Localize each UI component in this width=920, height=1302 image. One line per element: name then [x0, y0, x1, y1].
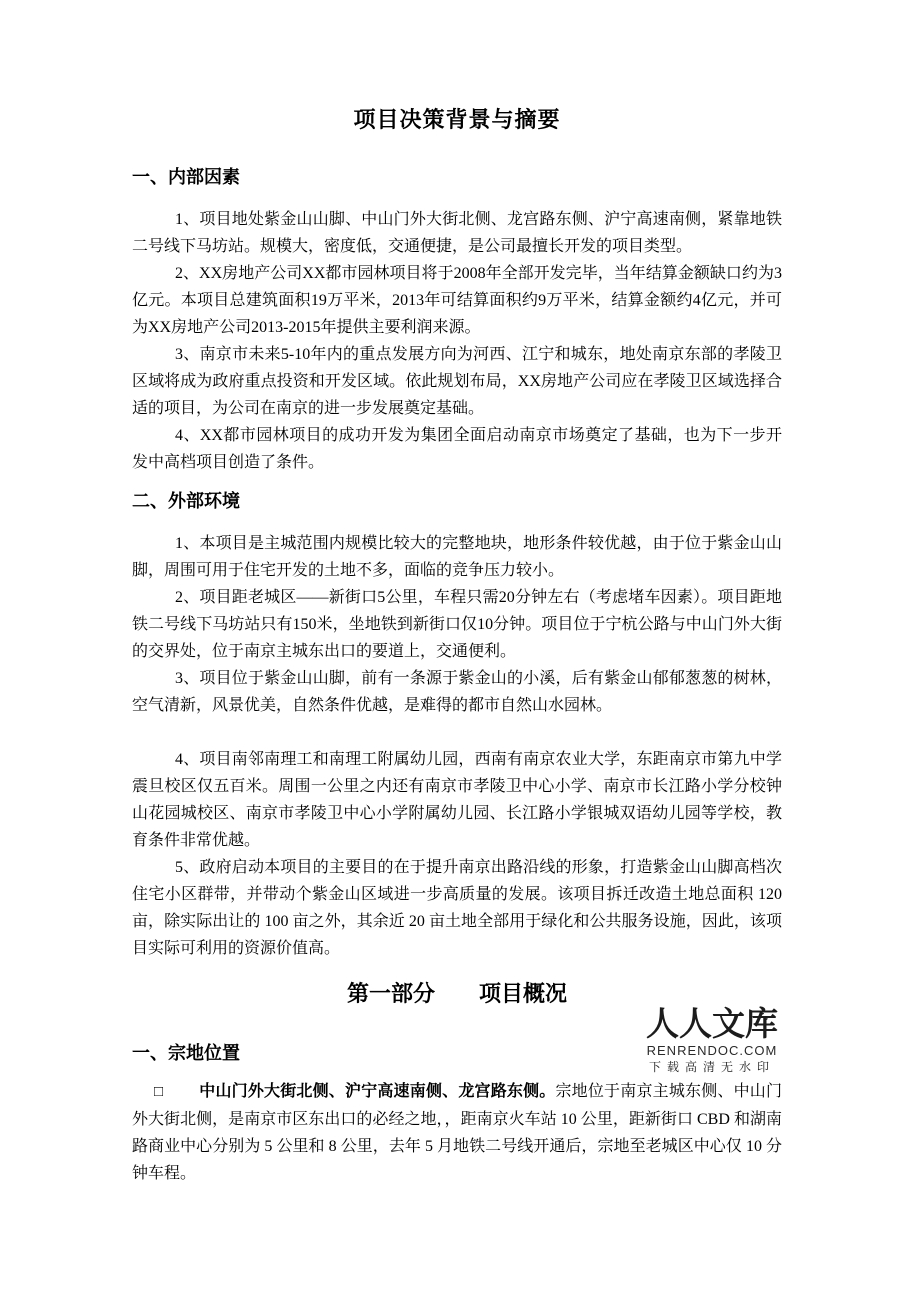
land-location-paragraph — [132, 1078, 782, 1187]
land-location-lead: 中山门外大街北侧、沪宁高速南侧、龙宫路东侧。 — [199, 1083, 556, 1100]
paragraph: 3、项目位于紫金山山脚，前有一条源于紫金山的小溪，后有紫金山郁郁葱葱的树林，空气清新，风景优美，自然条件优越，是难得的都市自然山水园林。 — [132, 670, 782, 714]
section-heading-internal-factors: 一、内部因素 — [132, 167, 240, 187]
paragraph: 4、项目南邻南理工和南理工附属幼儿园，西南有南京农业大学，东距南京市第九中学震旦校区仅五百米。周围一公里之内还有南京市孝陵卫中心小学、南京市长江路小学分校钟山花园城校区、南京市孝陵卫中心小学附属幼儿园、长江路小学银城双语幼儿园等学校，教育条件非常优越。 — [132, 751, 782, 849]
paragraph: 1、项目地处紫金山山脚、中山门外大街北侧、龙宫路东侧、沪宁高速南侧，紧靠地铁二号线下马坊站。规模大，密度低，交通便捷，是公司最擅长开发的项目类型。 — [132, 211, 782, 255]
paragraph: 3、南京市未来5-10年内的重点发展方向为河西、江宁和城东，地处南京东部的孝陵卫区域将成为政府重点投资和开发区域。依此规划布局，XX房地产公司应在孝陵卫区域选择合适的项目，为公司在南京的进一步发展奠定基础。 — [132, 346, 782, 417]
section-external-environment — [132, 530, 782, 962]
square-bullet-icon: □ — [154, 1084, 164, 1100]
paragraph: 2、项目距老城区——新街口5公里，车程只需20分钟左右（考虑堵车因素）。项目距地铁二号线下马坊站只有150米，坐地铁到新街口仅10分钟。项目位于宁杭公路与中山门外大街的交界处，位于南京主城东出口的要道上，交通便利。 — [132, 589, 782, 660]
land-location-body: 宗地位于南京主城东侧、中山门外大街北侧，是南京市区东出口的必经之地，，距南京火车站 10 公里，距新街口 CBD 和湖南路商业中心分别为 5 公里和 8 公里，去年 5 月地铁二号线开通后，宗地至老城区中心仅 10 分钟车程。 — [132, 1083, 782, 1182]
part-one-heading: 第一部分 项目概况 — [346, 981, 567, 1006]
watermark-logo-text: 人人文库 — [646, 1007, 778, 1043]
paragraph: 1、本项目是主城范围内规模比较大的完整地块，地形条件较优越，由于位于紫金山山脚，周围可用于住宅开发的土地不多，面临的竞争压力较小。 — [132, 535, 782, 579]
section-heading-external-environment: 二、外部环境 — [132, 491, 240, 511]
paragraph: 2、XX房地产公司XX都市园林项目将于2008年全部开发完毕，当年结算金额缺口约为3亿元。本项目总建筑面积19万平米，2013年可结算面积约9万平米，结算金额约4亿元，并可为XX房地产公司2013-2015年提供主要利润来源。 — [132, 265, 782, 336]
subsection-heading-land-location: 一、宗地位置 — [132, 1043, 240, 1063]
watermark-tagline-text: 下载高清无水印 — [648, 1060, 775, 1074]
section-internal-factors — [132, 206, 782, 476]
watermark — [644, 1006, 780, 1074]
document-title: 项目决策背景与摘要 — [353, 107, 561, 132]
paragraph: 4、XX都市园林项目的成功开发为集团全面启动南京市场奠定了基础，也为下一步开发中高档项目创造了条件。 — [132, 427, 782, 471]
paragraph-spacer — [132, 719, 782, 746]
watermark-site-text: RENRENDOC.COM — [646, 1043, 778, 1058]
paragraph: 5、政府启动本项目的主要目的在于提升南京出路沿线的形象，打造紫金山山脚高档次住宅小区群带，并带动个紫金山区域进一步高质量的发展。该项目拆迁改造土地总面积 120 亩，除实际出让的 100 亩之外，其余近 20 亩土地全部用于绿化和公共服务设施，因此，该项目实际可利用的资源价值高。 — [132, 859, 782, 957]
